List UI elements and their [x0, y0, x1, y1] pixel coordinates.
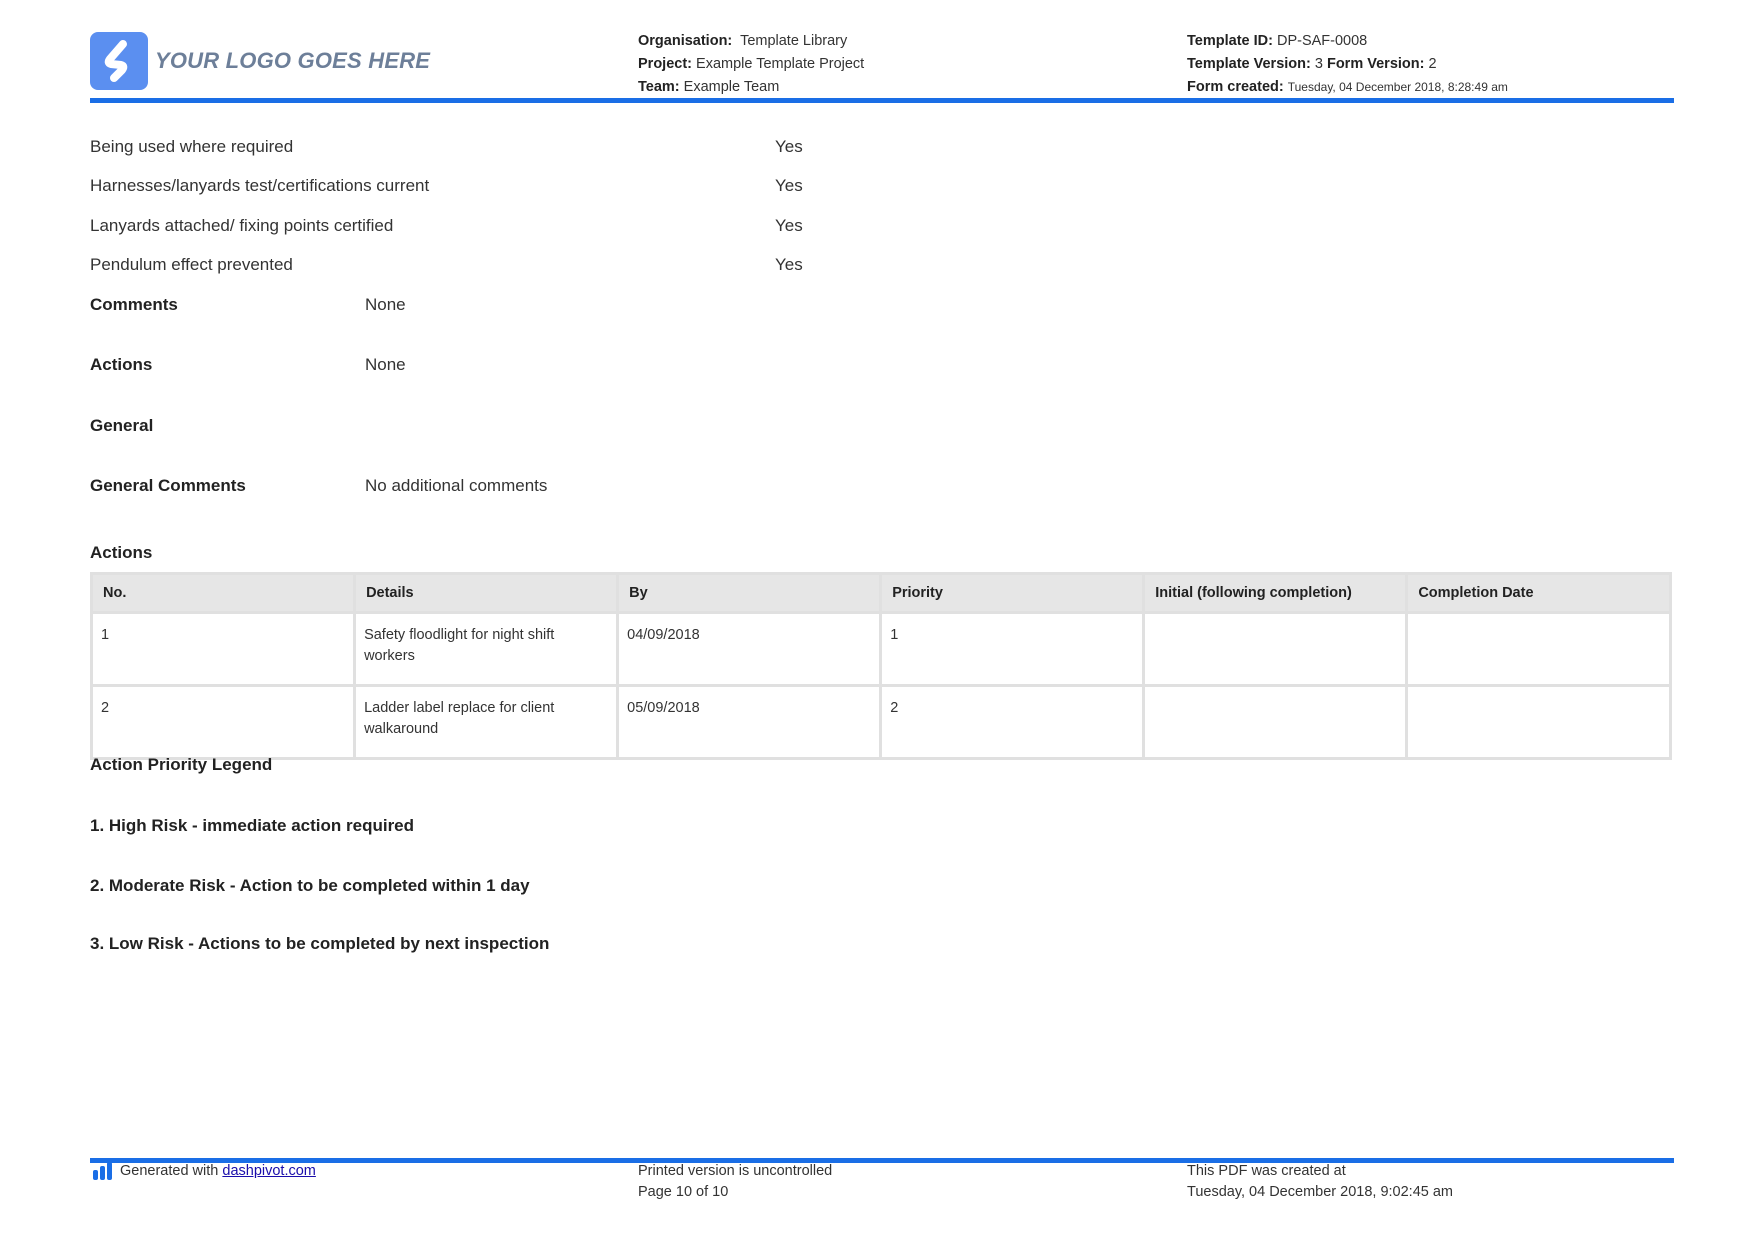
column-header-no: No.	[93, 575, 353, 611]
cell-initial	[1145, 687, 1405, 757]
cell-completion-date	[1408, 687, 1669, 757]
actions-value: None	[365, 355, 406, 374]
check-answer: Yes	[775, 216, 803, 235]
check-row	[90, 176, 890, 200]
uncontrolled-notice: Printed version is uncontrolled	[638, 1163, 833, 1179]
general-heading: General	[90, 416, 154, 435]
bar-chart-icon	[92, 1162, 114, 1180]
logo-placeholder-text: YOUR LOGO GOES HERE	[155, 48, 431, 73]
check-question: Lanyards attached/ fixing points certified	[90, 216, 394, 235]
footer-center	[638, 1161, 832, 1203]
template-id-label: Template ID:	[1187, 33, 1273, 49]
page-number: Page 10 of 10	[638, 1184, 729, 1200]
header-meta-left	[638, 30, 864, 99]
check-answer: Yes	[775, 176, 803, 195]
column-header-initial: Initial (following completion)	[1145, 575, 1405, 611]
template-version-label: Template Version:	[1187, 56, 1311, 72]
check-row	[90, 255, 890, 279]
check-question: Pendulum effect prevented	[90, 255, 293, 274]
general-comments-value: No additional comments	[365, 476, 548, 495]
check-row	[90, 137, 890, 161]
footer-generated	[92, 1161, 316, 1182]
column-header-completion-date: Completion Date	[1408, 575, 1669, 611]
actions-table	[90, 572, 1672, 760]
dashpivot-link[interactable]: dashpivot.com	[222, 1163, 316, 1179]
table-row	[93, 687, 1669, 757]
table-header-row	[93, 575, 1669, 611]
cell-by: 05/09/2018	[619, 687, 879, 757]
template-version-value: 3	[1314, 56, 1323, 72]
legend-item-low: 3. Low Risk - Actions to be completed by next inspection	[90, 934, 550, 953]
team-row	[638, 76, 864, 99]
comments-label: Comments	[90, 295, 178, 314]
column-header-by: By	[619, 575, 879, 611]
check-row	[90, 216, 890, 240]
header-divider	[90, 98, 1674, 103]
table-row	[93, 614, 1669, 684]
version-row	[1187, 53, 1508, 76]
column-header-priority: Priority	[882, 575, 1142, 611]
form-version-label: Form Version:	[1326, 56, 1425, 72]
actions-label: Actions	[90, 355, 153, 374]
check-answer: Yes	[775, 137, 803, 156]
comments-value: None	[365, 295, 406, 314]
footer-created	[1187, 1161, 1453, 1203]
check-question: Harnesses/lanyards test/certifications current	[90, 176, 430, 195]
header-meta-right	[1187, 30, 1508, 99]
form-created-label: Form created:	[1187, 79, 1284, 95]
form-created-value: Tuesday, 04 December 2018, 8:28:49 am	[1287, 80, 1508, 94]
pdf-created-value: Tuesday, 04 December 2018, 9:02:45 am	[1187, 1184, 1453, 1200]
legend-heading: Action Priority Legend	[90, 755, 273, 774]
logo-mark-icon	[90, 32, 148, 90]
template-id-value: DP-SAF-0008	[1276, 33, 1368, 49]
cell-completion-date	[1408, 614, 1669, 684]
cell-priority: 2	[882, 687, 1142, 757]
legend-item-moderate: 2. Moderate Risk - Action to be completed within 1 day	[90, 876, 530, 895]
project-row	[638, 53, 864, 76]
form-version-value: 2	[1428, 56, 1437, 72]
cell-no: 2	[93, 687, 353, 757]
cell-details: Safety floodlight for night shift workers	[356, 614, 616, 684]
generated-prefix: Generated with	[120, 1163, 219, 1179]
cell-details: Ladder label replace for client walkaround	[356, 687, 616, 757]
cell-no: 1	[93, 614, 353, 684]
cell-by: 04/09/2018	[619, 614, 879, 684]
project-value: Example Template Project	[696, 56, 865, 72]
check-answer: Yes	[775, 255, 803, 274]
organisation-label: Organisation:	[638, 33, 733, 49]
organisation-value: Template Library	[740, 33, 848, 49]
general-comments-label: General Comments	[90, 476, 246, 495]
team-label: Team:	[638, 79, 680, 95]
actions-table-heading: Actions	[90, 543, 153, 562]
check-question: Being used where required	[90, 137, 294, 156]
cell-priority: 1	[882, 614, 1142, 684]
pdf-created-label: This PDF was created at	[1187, 1163, 1346, 1179]
company-logo	[90, 32, 148, 90]
organisation-row	[638, 30, 864, 53]
template-id-row	[1187, 30, 1508, 53]
form-created-row	[1187, 76, 1508, 99]
column-header-details: Details	[356, 575, 616, 611]
cell-initial	[1145, 614, 1405, 684]
team-value: Example Team	[683, 79, 780, 95]
legend-item-high: 1. High Risk - immediate action required	[90, 816, 415, 835]
project-label: Project:	[638, 56, 692, 72]
